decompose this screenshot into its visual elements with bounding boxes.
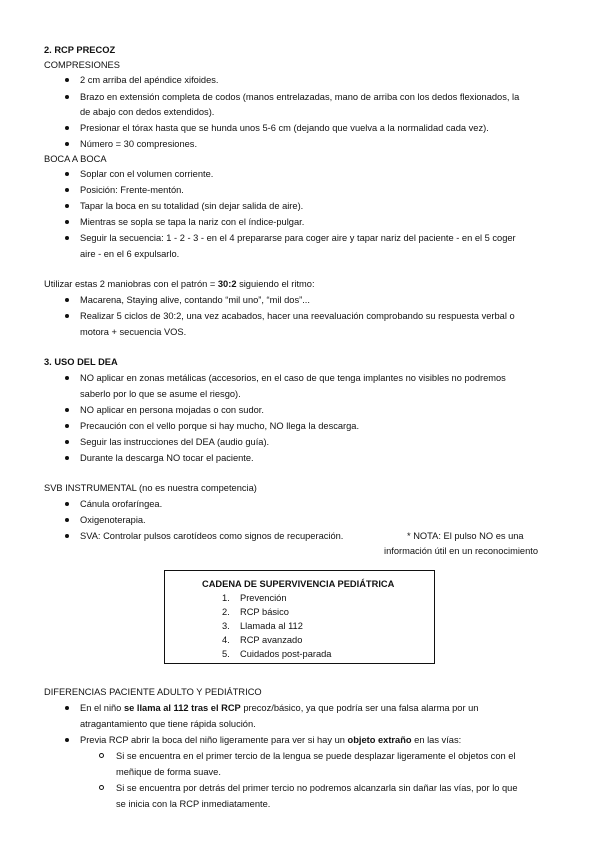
pattern-ratio: 30:2 bbox=[217, 279, 237, 289]
bullet-icon bbox=[65, 95, 69, 99]
diferencias-heading: DIFERENCIAS PACIENTE ADULTO Y PEDIÁTRICO bbox=[44, 687, 262, 697]
list-item: Mientras se sopla se tapa la nariz con el índice-pulgar. bbox=[80, 217, 305, 227]
list-item: Brazo en extensión completa de codos (manos entrelazadas, mano de arriba con los dedos flexionados, la bbox=[80, 92, 520, 102]
list-item: Oxigenoterapia. bbox=[80, 515, 146, 525]
list-item: Precaución con el vello porque si hay mucho, NO llega la descarga. bbox=[80, 421, 360, 431]
list-item-text: En el niño bbox=[80, 703, 124, 713]
cadena-item: RCP avanzado bbox=[240, 635, 303, 645]
list-item-continuation: de abajo con dedos extendidos). bbox=[80, 107, 215, 117]
bullet-icon bbox=[65, 502, 69, 506]
section-title-rcp-precoz: 2. RCP PRECOZ bbox=[44, 45, 116, 55]
cadena-supervivencia-box bbox=[164, 570, 435, 664]
bullet-icon bbox=[65, 534, 69, 538]
boca-a-boca-heading: BOCA A BOCA bbox=[44, 154, 107, 164]
list-item: Seguir la secuencia: 1 - 2 - 3 - en el 4 prepararse para coger aire y tapar nariz del paciente - en el 5 coger bbox=[80, 233, 516, 243]
pattern-text-end: siguiendo el ritmo: bbox=[236, 279, 315, 289]
list-item: Realizar 5 ciclos de 30:2, una vez acabados, hacer una reevaluación comprobando su respuesta verbal o bbox=[80, 311, 515, 321]
list-item: 2 cm arriba del apéndice xifoides. bbox=[80, 75, 219, 85]
sub-list-item-continuation: se inicia con la RCP inmediatamente. bbox=[116, 799, 271, 809]
list-item: Número = 30 compresiones. bbox=[80, 139, 198, 149]
list-item-continuation: saberlo por lo que se asume el riesgo). bbox=[80, 389, 241, 399]
circle-bullet-icon bbox=[99, 753, 104, 758]
bullet-icon bbox=[65, 172, 69, 176]
compresiones-heading: COMPRESIONES bbox=[44, 60, 120, 70]
cadena-item: Llamada al 112 bbox=[240, 621, 303, 631]
bullet-icon bbox=[65, 314, 69, 318]
bullet-icon bbox=[65, 204, 69, 208]
list-item: Cánula orofaríngea. bbox=[80, 499, 163, 509]
list-item: Tapar la boca en su totalidad (sin dejar salida de aire). bbox=[80, 201, 304, 211]
list-item bbox=[80, 734, 461, 747]
cadena-item: RCP básico bbox=[240, 607, 289, 617]
sub-list-item: Si se encuentra por detrás del primer tercio no podremos alcanzarla sin dañar las vías, por lo que bbox=[116, 783, 518, 793]
bullet-icon bbox=[65, 738, 69, 742]
cadena-title: CADENA DE SUPERVIVENCIA PEDIÁTRICA bbox=[202, 579, 395, 589]
list-item-continuation: motora + secuencia VOS. bbox=[80, 327, 187, 337]
list-item: Soplar con el volumen corriente. bbox=[80, 169, 214, 179]
bullet-icon bbox=[65, 408, 69, 412]
cadena-number: 4. bbox=[222, 635, 230, 645]
bullet-icon bbox=[65, 424, 69, 428]
circle-bullet-icon bbox=[99, 785, 104, 790]
bullet-icon bbox=[65, 518, 69, 522]
list-item-continuation: aire - en el 6 expulsarlo. bbox=[80, 249, 180, 259]
list-item: Macarena, Staying alive, contando “mil uno”, “mil dos”... bbox=[80, 295, 310, 305]
sub-list-item: Si se encuentra en el primer tercio de la lengua se puede desplazar ligeramente el objetos con el bbox=[116, 751, 516, 761]
cadena-item: Prevención bbox=[240, 593, 287, 603]
list-item: NO aplicar en zonas metálicas (accesorios, en el caso de que tenga implantes no visibles no podremos bbox=[80, 373, 506, 383]
list-item: Durante la descarga NO tocar el paciente. bbox=[80, 453, 254, 463]
cadena-number: 5. bbox=[222, 649, 230, 659]
bullet-icon bbox=[65, 376, 69, 380]
list-item-text: en las vías: bbox=[411, 735, 462, 745]
note-text: * NOTA: El pulso NO es una bbox=[407, 531, 524, 541]
list-item: Presionar el tórax hasta que se hunda unos 5-6 cm (dejando que vuelva a la normalidad cada vez). bbox=[80, 123, 489, 133]
cadena-item: Cuidados post-parada bbox=[240, 649, 332, 659]
svb-heading: SVB INSTRUMENTAL (no es nuestra competencia) bbox=[44, 483, 257, 493]
bullet-icon bbox=[65, 456, 69, 460]
cadena-number: 2. bbox=[222, 607, 230, 617]
cadena-number: 1. bbox=[222, 593, 230, 603]
cadena-number: 3. bbox=[222, 621, 230, 631]
bullet-icon bbox=[65, 706, 69, 710]
bullet-icon bbox=[65, 142, 69, 146]
sub-list-item-continuation: meñique de forma suave. bbox=[116, 767, 221, 777]
list-item-text: Previa RCP abrir la boca del niño ligeramente para ver si hay un bbox=[80, 735, 348, 745]
list-item: SVA: Controlar pulsos carotídeos como signos de recuperación. bbox=[80, 531, 344, 541]
list-item-bold: objeto extraño bbox=[347, 735, 412, 745]
bullet-icon bbox=[65, 236, 69, 240]
list-item bbox=[80, 702, 478, 715]
list-item-text: precoz/básico, ya que podría ser una falsa alarma por un bbox=[240, 703, 479, 713]
bullet-icon bbox=[65, 78, 69, 82]
pattern-line bbox=[44, 278, 315, 291]
note-text-continuation: información útil en un reconocimiento bbox=[384, 546, 538, 556]
bullet-icon bbox=[65, 440, 69, 444]
list-item-bold: se llama al 112 tras el RCP bbox=[123, 703, 241, 713]
bullet-icon bbox=[65, 220, 69, 224]
list-item-continuation: atragantamiento que tiene rápida solución. bbox=[80, 719, 256, 729]
list-item: NO aplicar en persona mojadas o con sudor. bbox=[80, 405, 264, 415]
bullet-icon bbox=[65, 188, 69, 192]
list-item: Posición: Frente-mentón. bbox=[80, 185, 184, 195]
bullet-icon bbox=[65, 298, 69, 302]
pattern-text: Utilizar estas 2 maniobras con el patrón = bbox=[44, 279, 218, 289]
list-item: Seguir las instrucciones del DEA (audio guía). bbox=[80, 437, 270, 447]
bullet-icon bbox=[65, 126, 69, 130]
section-title-uso-dea: 3. USO DEL DEA bbox=[44, 357, 118, 367]
